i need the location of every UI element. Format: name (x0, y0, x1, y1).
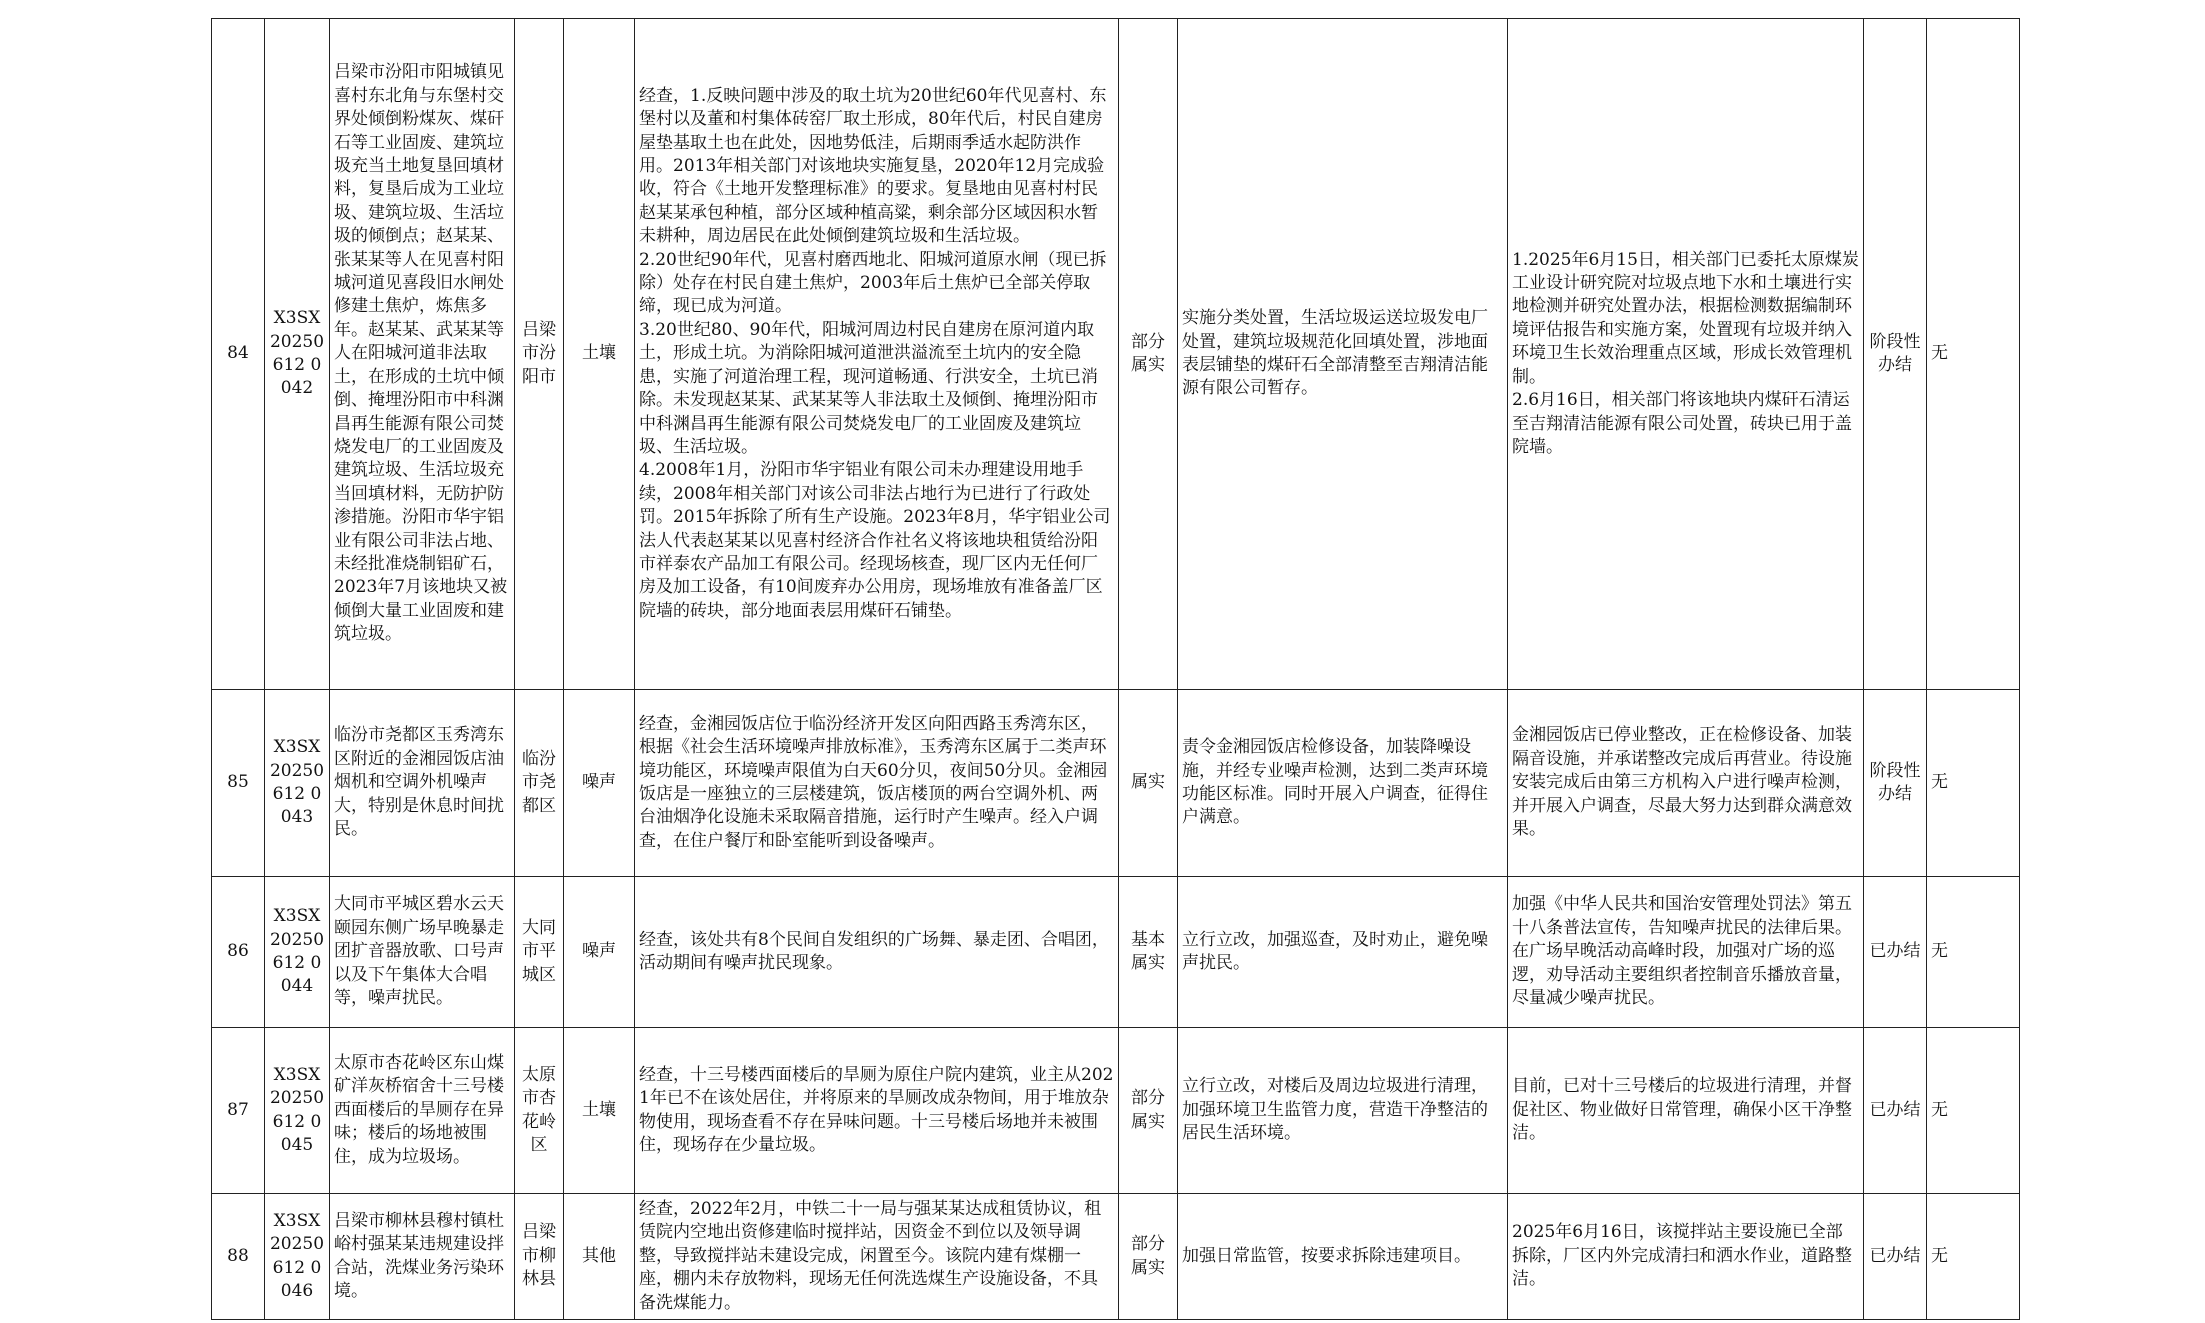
completion-result: 已办结 (1864, 1028, 1927, 1194)
verification-status: 部分属实 (1119, 19, 1178, 690)
verification-status: 属实 (1119, 690, 1178, 877)
accountability: 无 (1927, 1194, 2020, 1320)
accountability: 无 (1927, 877, 2020, 1028)
verification-text: 经查，2022年2月，中铁二十一局与强某某达成租赁协议，租赁院内空地出资修建临时搅拌站，因资金不到位以及领导调整，导致搅拌站未建设完成，闲置至今。该院内建有煤棚一座，棚内未存放物料，现场无任何洗选煤生产设施设备，不具备洗煤能力。 (635, 1194, 1119, 1320)
issue-description: 太原市杏花岭区东山煤矿洋灰桥宿舍十三号楼西面楼后的旱厕存在异味；楼后的场地被围住，成为垃圾场。 (330, 1028, 515, 1194)
case-code: X3SX20250612 0043 (265, 690, 330, 877)
rectification-progress: 2025年6月16日，该搅拌站主要设施已全部拆除，厂区内外完成清扫和洒水作业，道路整洁。 (1508, 1194, 1864, 1320)
accountability: 无 (1927, 19, 2020, 690)
region: 吕梁市汾阳市 (515, 19, 564, 690)
case-table (211, 18, 2020, 1320)
table-row-85 (212, 690, 2020, 877)
verification-status: 部分属实 (1119, 1028, 1178, 1194)
rectification-progress: 1.2025年6月15日，相关部门已委托太原煤炭工业设计研究院对垃圾点地下水和土壤进行实地检测并研究处置办法，根据检测数据编制环境评估报告和实施方案，处置现有垃圾并纳入环境卫生长效治理重点区域，形成长效管理机制。 2.6月16日，相关部门将该地块内煤矸石清运至吉翔清洁能源有限公司处置，砖块已用于盖院墙。 (1508, 19, 1864, 690)
row-number: 86 (212, 877, 265, 1028)
table-row-88 (212, 1194, 2020, 1320)
rectification-progress: 加强《中华人民共和国治安管理处罚法》第五十八条普法宣传，告知噪声扰民的法律后果。在广场早晚活动高峰时段，加强对广场的巡逻，劝导活动主要组织者控制音乐播放音量，尽量减少噪声扰民。 (1508, 877, 1864, 1028)
row-number: 84 (212, 19, 265, 690)
case-code: X3SX20250612 0046 (265, 1194, 330, 1320)
completion-result: 已办结 (1864, 877, 1927, 1028)
verification-text: 经查，十三号楼西面楼后的旱厕为原住户院内建筑，业主从2021年已不在该处居住，并将原来的旱厕改成杂物间，用于堆放杂物使用，现场查看不存在异味问题。十三号楼后场地并未被围住，现场存在少量垃圾。 (635, 1028, 1119, 1194)
issue-description: 吕梁市汾阳市阳城镇见喜村东北角与东堡村交界处倾倒粉煤灰、煤矸石等工业固废、建筑垃圾充当土地复垦回填材料，复垦后成为工业垃圾、建筑垃圾、生活垃圾的倾倒点；赵某某、张某某等人在见喜村阳城河道见喜段旧水闸处修建土焦炉，炼焦多年。赵某某、武某某等人在阳城河道非法取土，在形成的土坑中倾倒、掩埋汾阳市中科渊昌再生能源有限公司焚烧发电厂的工业固废及建筑垃圾、生活垃圾充当回填材料，无防护防渗措施。汾阳市华宇铝业有限公司非法占地、未经批准烧制铝矿石，2023年7月该地块又被倾倒大量工业固废和建筑垃圾。 (330, 19, 515, 690)
verification-text: 经查，金湘园饭店位于临汾经济开发区向阳西路玉秀湾东区，根据《社会生活环境噪声排放标准》，玉秀湾东区属于二类声环境功能区，环境噪声限值为白天60分贝，夜间50分贝。金湘园饭店是一座独立的三层楼建筑，饭店楼顶的两台空调外机、两台油烟净化设施未采取隔音措施，运行时产生噪声。经入户调查，在住户餐厅和卧室能听到设备噪声。 (635, 690, 1119, 877)
table-row-86 (212, 877, 2020, 1028)
accountability: 无 (1927, 690, 2020, 877)
issue-description: 临汾市尧都区玉秀湾东区附近的金湘园饭店油烟机和空调外机噪声大，特别是休息时间扰民。 (330, 690, 515, 877)
region: 临汾市尧都区 (515, 690, 564, 877)
table-row-87 (212, 1028, 2020, 1194)
issue-description: 大同市平城区碧水云天颐园东侧广场早晚暴走团扩音器放歌、口号声以及下午集体大合唱等，噪声扰民。 (330, 877, 515, 1028)
handling-measures: 责令金湘园饭店检修设备，加装降噪设施，并经专业噪声检测，达到二类声环境功能区标准。同时开展入户调查，征得住户满意。 (1178, 690, 1508, 877)
region: 太原市杏花岭区 (515, 1028, 564, 1194)
case-code: X3SX20250612 0042 (265, 19, 330, 690)
case-code: X3SX20250612 0045 (265, 1028, 330, 1194)
table-row-84 (212, 19, 2020, 690)
rectification-progress: 目前，已对十三号楼后的垃圾进行清理，并督促社区、物业做好日常管理，确保小区干净整洁。 (1508, 1028, 1864, 1194)
row-number: 88 (212, 1194, 265, 1320)
verification-text: 经查，该处共有8个民间自发组织的广场舞、暴走团、合唱团，活动期间有噪声扰民现象。 (635, 877, 1119, 1028)
verification-status: 部分属实 (1119, 1194, 1178, 1320)
verification-text: 经查，1.反映问题中涉及的取土坑为20世纪60年代见喜村、东堡村以及董和村集体砖窑厂取土形成，80年代后，村民自建房屋垫基取土也在此处，因地势低洼，后期雨季适水起防洪作用。2013年相关部门对该地块实施复垦，2020年12月完成验收，符合《土地开发整理标准》的要求。复垦地由见喜村村民赵某某承包种植，部分区域种植高粱，剩余部分区域因积水暂未耕种，周边居民在此处倾倒建筑垃圾和生活垃圾。 2.20世纪90年代，见喜村磨西地北、阳城河道原水闸（现已拆除）处存在村民自建土焦炉，2003年后土焦炉已全部关停取缔，现已成为河道。 3.20世纪80、90年代，阳城河周边村民自建房在原河道内取土，形成土坑。为消除阳城河道泄洪溢流至土坑内的安全隐患，实施了河道治理工程，现河道畅通、行洪安全，土坑已消除。未发现赵某某、武某某等人非法取土及倾倒、掩埋汾阳市中科渊昌再生能源有限公司焚烧发电厂的工业固废及建筑垃圾、生活垃圾。 4.2008年1月，汾阳市华宇铝业有限公司未办理建设用地手续，2008年相关部门对该公司非法占地行为已进行了行政处罚。2015年拆除了所有生产设施。2023年8月，华宇铝业公司法人代表赵某某以见喜村经济合作社名义将该地块租赁给汾阳市祥泰农产品加工有限公司。经现场核查，现厂区内无任何厂房及加工设备，有10间废弃办公用房，现场堆放有准备盖厂区院墙的砖块，部分地面表层用煤矸石铺垫。 (635, 19, 1119, 690)
accountability: 无 (1927, 1028, 2020, 1194)
handling-measures: 立行立改，加强巡查，及时劝止，避免噪声扰民。 (1178, 877, 1508, 1028)
rectification-progress: 金湘园饭店已停业整改，正在检修设备、加装隔音设施，并承诺整改完成后再营业。待设施安装完成后由第三方机构入户进行噪声检测，并开展入户调查，尽最大努力达到群众满意效果。 (1508, 690, 1864, 877)
completion-result: 已办结 (1864, 1194, 1927, 1320)
row-number: 87 (212, 1028, 265, 1194)
pollution-type: 土壤 (564, 19, 635, 690)
region: 吕梁市柳林县 (515, 1194, 564, 1320)
completion-result: 阶段性办结 (1864, 690, 1927, 877)
pollution-type: 土壤 (564, 1028, 635, 1194)
completion-result: 阶段性办结 (1864, 19, 1927, 690)
handling-measures: 实施分类处置，生活垃圾运送垃圾发电厂处置，建筑垃圾规范化回填处置，涉地面表层铺垫的煤矸石全部清整至吉翔清洁能源有限公司暂存。 (1178, 19, 1508, 690)
case-code: X3SX20250612 0044 (265, 877, 330, 1028)
pollution-type: 噪声 (564, 690, 635, 877)
verification-status: 基本属实 (1119, 877, 1178, 1028)
row-number: 85 (212, 690, 265, 877)
pollution-type: 其他 (564, 1194, 635, 1320)
pollution-type: 噪声 (564, 877, 635, 1028)
handling-measures: 加强日常监管，按要求拆除违建项目。 (1178, 1194, 1508, 1320)
region: 大同市平城区 (515, 877, 564, 1028)
handling-measures: 立行立改，对楼后及周边垃圾进行清理，加强环境卫生监管力度，营造干净整洁的居民生活环境。 (1178, 1028, 1508, 1194)
issue-description: 吕梁市柳林县穆村镇杜峪村强某某违规建设拌合站，洗煤业务污染环境。 (330, 1194, 515, 1320)
